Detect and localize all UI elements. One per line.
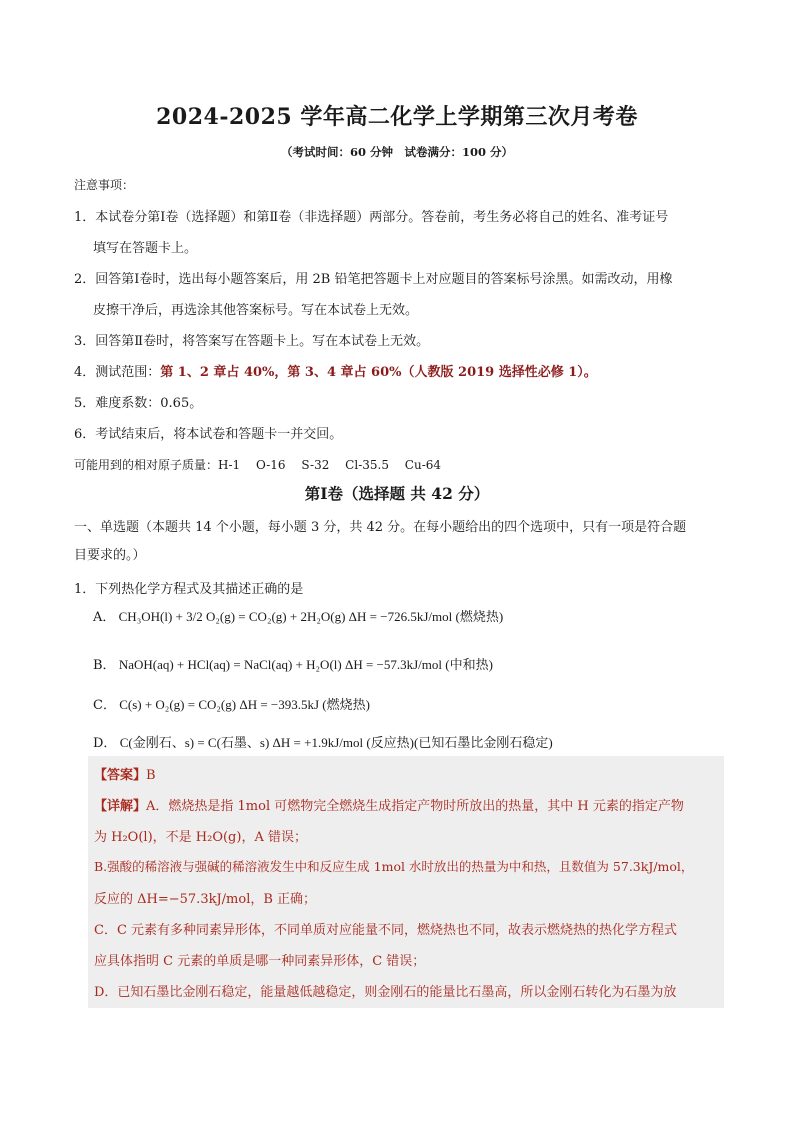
note-1b: 填写在答题卡上。 <box>93 241 198 256</box>
option-b-letter: B． <box>93 658 116 673</box>
notes-heading: 注意事项： <box>74 178 135 192</box>
note-5: 5．难度系数：0.65。 <box>74 396 203 411</box>
note-6: 6．考试结束后，将本试卷和答题卡一并交回。 <box>74 427 343 442</box>
atomic-mass-line: 可能用到的相对原子质量：H-1 O-16 S-32 Cl-35.5 Cu-64 <box>74 458 442 472</box>
answer-panel <box>88 756 724 1008</box>
note-3: 3．回答第Ⅱ卷时，将答案写在答题卡上。写在本试卷上无效。 <box>74 334 430 349</box>
detail-text-1: A．燃烧热是指 1mol 可燃物完全燃烧生成指定产物时所放出的热量，其中 H 元素的指定产物 <box>146 799 684 814</box>
page-title: 2024-2025 学年高二化学上学期第三次月考卷 <box>156 104 638 130</box>
test-range: 第 1、2 章占 40%，第 3、4 章占 60%（人教版 2019 选择性必修 1）。 <box>160 365 597 380</box>
detail-line-3: B.强酸的稀溶液与强碱的稀溶液发生中和反应生成 1mol 水时放出的热量为中和热，且数值为 57.3kJ/mol， <box>94 859 694 874</box>
option-a-letter: A． <box>93 610 116 625</box>
option-b <box>93 654 493 673</box>
note-2a: 2．回答第Ⅰ卷时，选出每小题答案后，用 2B 铅笔把答题卡上对应题目的答案标号涂黑。如需改动，用橡 <box>74 272 673 287</box>
detail-line-2: 为 H₂O(l)，不是 H₂O(g)，A 错误； <box>94 830 307 845</box>
note-4-prefix: 4．测试范围： <box>74 365 161 380</box>
detail-label: 【详解】 <box>94 799 147 814</box>
part-instructions-b: 目要求的。） <box>74 548 146 563</box>
option-c-equation: C(s) + O₂(g) = CO₂(g) ΔH = −393.5kJ (燃烧热) <box>119 697 370 712</box>
part-instructions-a: 一、单选题（本题共 14 个小题，每小题 3 分，共 42 分。在每小题给出的四个选项中，只有一项是符合题 <box>74 520 687 535</box>
option-b-equation: NaOH(aq) + HCl(aq) = NaCl(aq) + H₂O(l) ΔH = −57.3kJ/mol (中和热) <box>118 657 493 672</box>
detail-line-6: 应具体指明 C 元素的单质是哪一种同素异形体，C 错误； <box>94 954 426 969</box>
option-d <box>93 732 553 751</box>
answer-label: 【答案】 <box>94 768 147 783</box>
question-stem: 1．下列热化学方程式及其描述正确的是 <box>74 582 304 597</box>
detail-line-5: C．C 元素有多种同素异形体，不同单质对应能量不同，燃烧热也不同，故表示燃烧热的热化学方程式 <box>94 923 678 938</box>
detail-line-4: 反应的 ΔH=−57.3kJ/mol，B 正确； <box>94 892 317 907</box>
section-title: 第Ⅰ卷（选择题 共 42 分） <box>304 484 490 503</box>
answer-value: B <box>146 768 156 783</box>
option-a-equation: CH₃OH(l) + 3/2 O₂(g) = CO₂(g) + 2H₂O(g) ΔH = −726.5kJ/mol (燃烧热) <box>118 609 504 624</box>
note-4 <box>74 361 597 380</box>
option-d-equation: C(金刚石、s) = C(石墨、s) ΔH = +1.9kJ/mol (反应热)(已知石墨比金刚石稳定) <box>119 735 553 750</box>
note-2b: 皮擦干净后，再选涂其他答案标号。写在本试卷上无效。 <box>93 303 419 318</box>
answer-line <box>94 764 156 783</box>
option-c <box>93 694 370 713</box>
option-a <box>93 606 503 625</box>
detail-line-1 <box>94 795 684 814</box>
exam-info: （考试时间：60 分钟 试卷满分：100 分） <box>280 145 513 159</box>
note-1a: 1．本试卷分第Ⅰ卷（选择题）和第Ⅱ卷（非选择题）两部分。答卷前，考生务必将自己的姓名、准考证号 <box>74 210 669 225</box>
option-d-letter: D． <box>93 736 117 751</box>
option-c-letter: C． <box>93 698 116 713</box>
detail-line-7: D．已知石墨比金刚石稳定，能量越低越稳定，则金刚石的能量比石墨高，所以金刚石转化为石墨为放 <box>94 985 677 1000</box>
